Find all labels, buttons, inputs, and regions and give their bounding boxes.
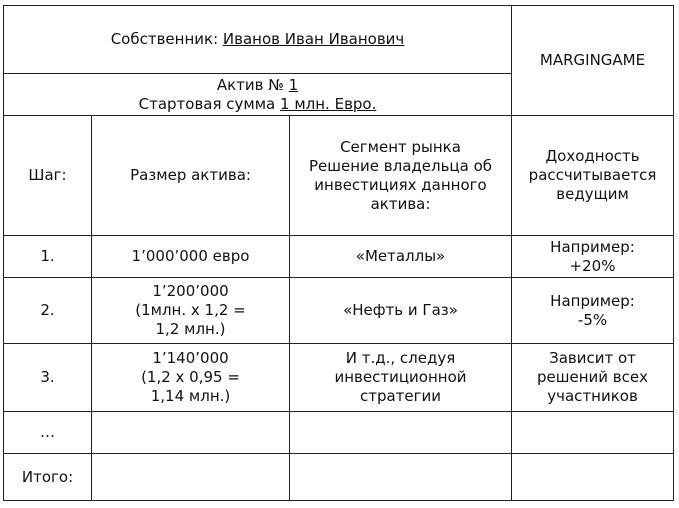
- total-size-cell: [92, 454, 290, 501]
- size-line: 1,2 млн.): [155, 320, 226, 338]
- col-header-asset-size: [92, 116, 290, 236]
- step-number: …: [40, 423, 55, 441]
- game-name: MARGINGAME: [539, 51, 646, 69]
- segment-line: И т.д., следуя: [345, 349, 456, 367]
- size-line: (1,2 х 0,95 =: [141, 368, 240, 386]
- table-row: [4, 344, 674, 412]
- col-segment-line: Сегмент рынка: [340, 137, 461, 156]
- total-label: Итого:: [21, 467, 74, 486]
- game-name-cell: [512, 6, 674, 116]
- size-line: 1,14 млн.): [150, 387, 231, 405]
- total-yield-cell: [512, 454, 674, 501]
- segment-line: инвестиционной: [334, 368, 467, 386]
- col-header-segment: [290, 116, 512, 236]
- col-step-label: Шаг:: [28, 166, 67, 184]
- col-segment-line: актива:: [370, 194, 431, 213]
- table-row: [4, 278, 674, 344]
- size-line: 1’000’000 евро: [131, 247, 250, 265]
- total-segment-cell: [290, 454, 512, 501]
- step-number: 3.: [40, 368, 55, 386]
- step-cell: [4, 412, 92, 454]
- start-sum-value: 1 млн. Евро.: [280, 94, 377, 113]
- step-number: 2.: [40, 301, 55, 319]
- owner-name: Иванов Иван Иванович: [222, 30, 405, 48]
- step-cell: [4, 236, 92, 278]
- col-yield-line: ведущим: [556, 185, 629, 203]
- segment-line: стратегии: [359, 387, 442, 405]
- size-cell: [92, 236, 290, 278]
- col-segment-line: Решение владельца об: [308, 156, 493, 175]
- size-cell: [92, 412, 290, 454]
- step-cell: [4, 278, 92, 344]
- size-line: 1’200’000: [152, 282, 229, 300]
- col-header-yield: [512, 116, 674, 236]
- col-segment-line: инвестициях данного: [314, 175, 487, 194]
- asset-number: 1: [288, 75, 299, 94]
- start-sum-label: Стартовая сумма: [138, 94, 276, 113]
- asset-label: Актив №: [216, 75, 284, 94]
- yield-line: Например:: [550, 237, 635, 256]
- segment-cell: [290, 236, 512, 278]
- col-asset-size-label: Размер актива:: [130, 166, 251, 184]
- segment-line: «Нефть и Газ»: [343, 301, 458, 319]
- owner-cell: [4, 6, 512, 74]
- yield-line: решений всех: [537, 368, 648, 386]
- asset-cell: [4, 74, 512, 116]
- size-line: 1’140’000: [152, 349, 229, 367]
- investment-sheet: [3, 5, 673, 502]
- segment-cell: [290, 412, 512, 454]
- step-cell: [4, 344, 92, 412]
- size-cell: [92, 344, 290, 412]
- yield-cell: [512, 412, 674, 454]
- yield-line: Например:: [550, 291, 635, 310]
- col-yield-line: рассчитывается: [528, 166, 657, 184]
- table-row: [4, 412, 674, 454]
- total-label-cell: [4, 454, 92, 501]
- yield-line: участников: [547, 387, 638, 405]
- segment-cell: [290, 344, 512, 412]
- yield-cell: [512, 278, 674, 344]
- total-row: [4, 454, 674, 501]
- yield-line: Зависит от: [549, 349, 636, 367]
- col-yield-line: Доходность: [545, 147, 640, 165]
- table-row: [4, 236, 674, 278]
- yield-line: +20%: [569, 256, 616, 275]
- owner-label: Собственник:: [110, 30, 219, 48]
- size-cell: [92, 278, 290, 344]
- col-header-step: [4, 116, 92, 236]
- yield-cell: [512, 236, 674, 278]
- segment-line: «Металлы»: [355, 247, 446, 265]
- yield-cell: [512, 344, 674, 412]
- asset-table: [3, 5, 674, 501]
- size-line: (1млн. х 1,2 =: [135, 301, 246, 319]
- yield-line: -5%: [577, 310, 608, 329]
- step-number: 1.: [40, 247, 55, 265]
- segment-cell: [290, 278, 512, 344]
